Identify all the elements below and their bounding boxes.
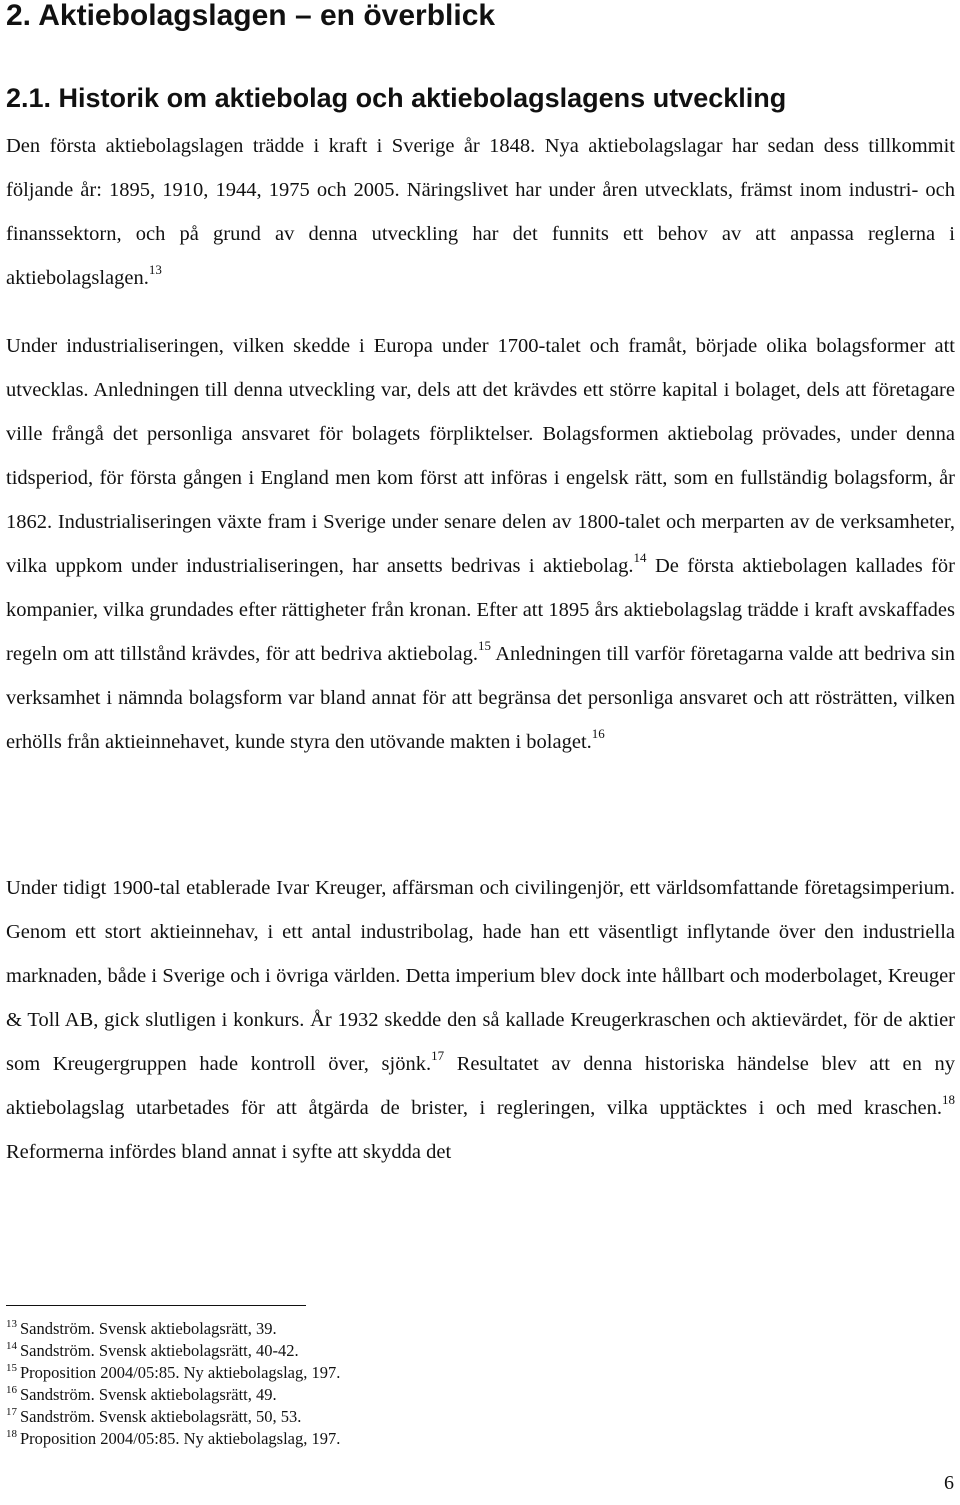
footnote-text: Proposition 2004/05:85. Ny aktiebolagslag, 197. (20, 1429, 341, 1448)
paragraph-industrialization (6, 324, 955, 764)
page-number: 6 (944, 1472, 954, 1494)
paragraph-text: Den första aktiebolagslagen trädde i kraft i Sverige år 1848. Nya aktiebolagslagar har sedan dess tillkommit följande år: 1895, 1910, 1944, 1975 och 2005. Näringslivet har under åren utvecklats, främst inom industri- och finanssektorn, och på grund av denna utveckling har det funnits ett behov av att anpassa reglerna i aktiebolagslagen. (6, 135, 955, 289)
footnote-number: 14 (6, 1340, 17, 1352)
footnote-text: Sandström. Svensk aktiebolagsrätt, 49. (20, 1385, 277, 1404)
footnote-ref: 18 (942, 1092, 955, 1107)
footnote-number: 16 (6, 1384, 17, 1396)
footnote-ref: 13 (148, 262, 162, 277)
footnote-item (6, 1428, 706, 1450)
paragraph-text: De första aktiebolagen kallades för kompanier, vilka grundades efter rättigheter från kronan. Efter att 1895 års aktiebolagslag trädde i kraft avskaffades regeln om att tillstånd krävdes, för att bedriva aktiebolag. (6, 555, 955, 665)
paragraph-text: Under industrialiseringen, vilken skedde i Europa under 1700-talet och framåt, började olika bolagsformer att utvecklas. Anledningen till denna utveckling var, dels att det krävdes ett större kapital i bolaget, dels att företagare ville frångå det personliga ansvaret för bolagets förpliktelser. Bolagsformen aktiebolag prövades, under denna tidsperiod, för första gången i England men kom först att införas i engelsk rätt, som en fullständig bolagsform, år 1862. Industrialiseringen växte fram i Sverige under senare delen av 1800-talet och merparten av de verksamheter, vilka uppkom under industrialiseringen, har ansetts bedrivas i aktiebolag. (6, 335, 955, 577)
footnote-item (6, 1406, 706, 1428)
paragraph-history-intro (6, 124, 955, 300)
section-heading: 2.1. Historik om aktiebolag och aktiebolagslagens utveckling (6, 83, 787, 113)
footnote-text: Sandström. Svensk aktiebolagsrätt, 40-42. (20, 1341, 299, 1360)
footnote-ref: 17 (431, 1048, 445, 1063)
footnote-item (6, 1340, 706, 1362)
footnote-item (6, 1318, 706, 1340)
footnote-ref: 14 (633, 550, 647, 565)
paragraph-text: Resultatet av denna historiska händelse blev att en ny aktiebolagslag utarbetades för att åtgärda de brister, i regleringen, vilka upptäcktes i och med kraschen. (6, 1053, 955, 1119)
footnote-text: Sandström. Svensk aktiebolagsrätt, 50, 53. (20, 1407, 302, 1426)
footnote-number: 13 (6, 1318, 17, 1330)
footnote-ref: 15 (477, 638, 491, 653)
paragraph-text: Anledningen till varför företagarna valde att bedriva sin verksamhet i nämnda bolagsform var bland annat för att begränsa det personliga ansvaret och att rösträtten, vilken erhölls från aktieinnehavet, kunde styra den utövande makten i bolaget. (6, 643, 955, 753)
footnote-separator (6, 1305, 306, 1306)
paragraph-text: Reformerna infördes bland annat i syfte att skydda det (6, 1141, 452, 1163)
footnotes (6, 1318, 706, 1450)
footnote-number: 18 (6, 1428, 17, 1440)
footnote-ref: 16 (591, 726, 605, 741)
footnote-number: 15 (6, 1362, 17, 1374)
paragraph-text: Under tidigt 1900-tal etablerade Ivar Kreuger, affärsman och civilingenjör, ett världsomfattande företagsimperium. Genom ett stort aktieinnehav, i ett antal industribolag, hade han ett väsentligt inflytande över den industriella marknaden, både i Sverige och i övriga världen. Detta imperium blev dock inte hållbart och moderbolaget, Kreuger & Toll AB, gick slutligen i konkurs. År 1932 skedde den så kallade Kreugerkraschen och aktievärdet, för de aktier som Kreugergruppen hade kontroll över, sjönk. (6, 877, 955, 1075)
footnote-text: Proposition 2004/05:85. Ny aktiebolagslag, 197. (20, 1363, 341, 1382)
chapter-heading: 2. Aktiebolagslagen – en överblick (6, 0, 496, 32)
paragraph-kreuger (6, 866, 955, 1174)
footnote-text: Sandström. Svensk aktiebolagsrätt, 39. (20, 1319, 277, 1338)
footnote-item (6, 1384, 706, 1406)
footnote-item (6, 1362, 706, 1384)
footnote-number: 17 (6, 1406, 17, 1418)
